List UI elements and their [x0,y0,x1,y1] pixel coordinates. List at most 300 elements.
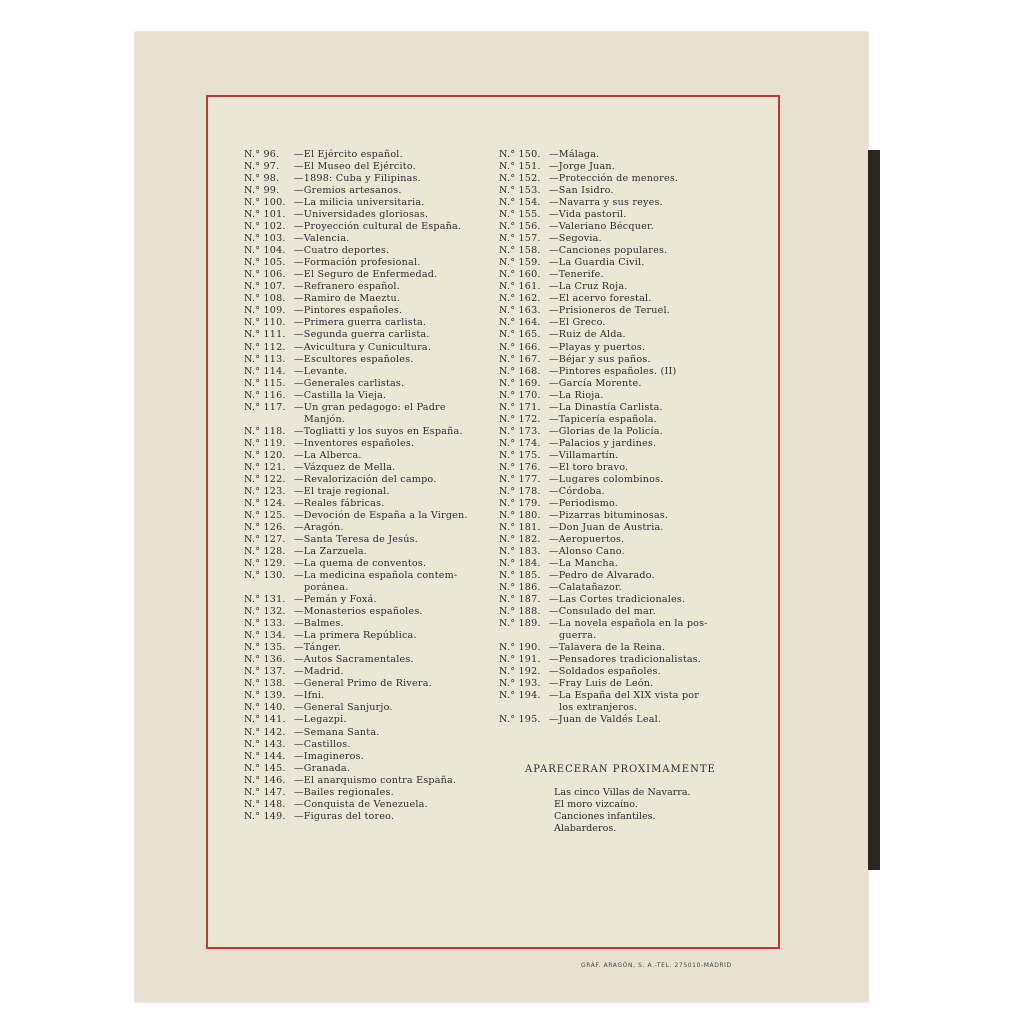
catalog-entry [244,714,506,726]
entry-title: —Tánger. [294,642,342,654]
entry-title-continuation: los extranjeros. [559,702,638,714]
catalog-entry [499,474,761,486]
catalog-entry [499,305,761,317]
entry-title: —San Isidro. [549,185,614,197]
entry-number: N.° 135. [244,642,286,654]
catalog-entry [499,390,761,402]
entry-title: —Periodismo. [549,497,619,509]
entry-number: N.° 112. [244,341,286,353]
catalog-entry [499,402,761,414]
entry-number: N.° 153. [499,185,541,197]
entry-number: N.° 188. [499,606,541,618]
entry-number: N.° 115. [244,377,286,389]
catalog-entry [499,666,761,678]
catalog-entry [499,438,761,450]
entry-number: N.° 174. [499,437,541,449]
catalog-entry [499,414,761,426]
entry-title: —Lugares colombinos. [549,473,664,485]
catalog-entry [499,281,761,293]
catalog-entry [244,799,506,811]
catalog-entry [499,462,761,474]
entry-title-continuation: Manjón. [304,413,346,425]
entry-title: —Togliatti y los suyos en España. [294,425,463,437]
entry-number: N.° 137. [244,666,286,678]
catalog-entry [244,618,506,630]
entry-title: —Primera guerra carlista. [294,317,427,329]
catalog-entry [499,378,761,390]
entry-title: —El Museo del Ejército. [294,161,416,173]
entry-title: —Escultores españoles. [294,353,414,365]
catalog-entry [244,305,506,317]
entry-number: N.° 184. [499,558,541,570]
entry-number: N.° 136. [244,654,286,666]
entry-title: —Figuras del toreo. [294,810,395,822]
catalog-entry [499,534,761,546]
catalog-entry [499,486,761,498]
entry-title: —La Mancha. [549,558,618,570]
entry-title: —Autos Sacramentales. [294,654,414,666]
entry-number: N.° 117. [244,401,286,413]
entry-title: —Canciones populares. [549,245,668,257]
entry-number: N.° 113. [244,353,286,365]
catalog-entry [499,510,761,522]
entry-number: N.° 119. [244,437,286,449]
right-title-list [499,149,761,727]
catalog-entry [244,221,506,233]
entry-title: —Pintores españoles. (II) [549,365,677,377]
catalog-entry [244,450,506,462]
catalog-page [135,32,868,1002]
catalog-entry [244,811,506,823]
entry-title: —Talavera de la Reina. [549,642,666,654]
entry-title: —Legazpi. [294,714,347,726]
upcoming-item: El moro vizcaíno. [554,799,638,810]
catalog-entry [244,642,506,654]
entry-number: N.° 131. [244,594,286,606]
entry-title: —El toro bravo. [549,461,629,473]
entry-number: N.° 157. [499,233,541,245]
entry-number: N.° 109. [244,305,286,317]
entry-title: —El Ejército español. [294,149,403,160]
entry-title: —Devoción de España a la Virgen. [294,509,468,521]
catalog-entry [244,522,506,534]
catalog-entry [244,510,506,522]
catalog-entry [244,317,506,329]
entry-number: N.° 143. [244,738,286,750]
upcoming-item: Las cinco Villas de Navarra. [554,787,691,798]
catalog-entry [499,618,761,630]
catalog-entry [244,570,506,582]
catalog-entry [244,474,506,486]
entry-title: —Castillos. [294,738,351,750]
entry-number: N.° 141. [244,714,286,726]
entry-number: N.° 152. [499,173,541,185]
catalog-entry [244,185,506,197]
entry-title: —Playas y puertos. [549,341,646,353]
entry-number: N.° 108. [244,293,286,305]
entry-title: —Monasterios españoles. [294,606,423,618]
entry-title: —La quema de conventos. [294,558,427,570]
catalog-entry [499,450,761,462]
entry-title: —El anarquismo contra España. [294,774,457,786]
entry-title: —Glorias de la Policía. [549,425,663,437]
entry-number: N.° 185. [499,570,541,582]
entry-title: —Balmes. [294,618,344,630]
entry-number: N.° 147. [244,786,286,798]
entry-title: —Imagineros. [294,750,365,762]
entry-title: —1898: Cuba y Filipinas. [294,173,421,185]
catalog-entry [244,329,506,341]
catalog-entry [244,534,506,546]
entry-number: N.° 166. [499,341,541,353]
entry-title: —Juan de Valdés Leal. [549,714,662,726]
entry-number: N.° 149. [244,810,286,822]
entry-title: —Prisioneros de Teruel. [549,305,671,317]
catalog-entry [499,678,761,690]
entry-title: —Inventores españoles. [294,437,415,449]
entry-number: N.° 98. [244,173,280,185]
catalog-entry [499,245,761,257]
catalog-entry [244,161,506,173]
entry-number: N.° 145. [244,762,286,774]
catalog-entry [499,690,761,702]
entry-number: N.° 139. [244,690,286,702]
binding-edge [868,150,880,870]
entry-title: —La Guardia Civil. [549,257,645,269]
entry-number: N.° 189. [499,618,541,630]
entry-title: —Levante. [294,365,348,377]
entry-title: —Universidades gloriosas. [294,209,429,221]
entry-title-continuation: guerra. [559,630,597,642]
catalog-entry [499,498,761,510]
catalog-entry [499,257,761,269]
printer-imprint: GRÁF. ARAGÓN, S. A.-TEL. 275010-MADRID [581,962,732,969]
entry-number: N.° 150. [499,149,541,160]
catalog-entry [244,342,506,354]
entry-number: N.° 122. [244,473,286,485]
entry-title: —Pensadores tradicionalistas. [549,654,702,666]
entry-title: —Pintores españoles. [294,305,403,317]
catalog-entry [244,173,506,185]
entry-number: N.° 190. [499,642,541,654]
entry-title: —Córdoba. [549,485,605,497]
entry-title: —Gremios artesanos. [294,185,402,197]
catalog-entry [499,221,761,233]
entry-number: N.° 144. [244,750,286,762]
entry-number: N.° 177. [499,473,541,485]
entry-number: N.° 105. [244,257,286,269]
entry-title: —Málaga. [549,149,600,160]
entry-number: N.° 111. [244,329,286,341]
entry-title-continuation: poránea. [304,582,349,594]
entry-title: —Aragón. [294,521,344,533]
catalog-entry [244,245,506,257]
catalog-entry [244,257,506,269]
catalog-entry [244,438,506,450]
left-title-list [244,149,506,823]
entry-number: N.° 130. [244,570,286,582]
catalog-entry [499,342,761,354]
entry-title: —Madrid. [294,666,344,678]
entry-title: —Ramiro de Maeztu. [294,293,401,305]
entry-number: N.° 186. [499,582,541,594]
catalog-entry [499,173,761,185]
entry-number: N.° 180. [499,509,541,521]
catalog-entry [244,462,506,474]
entry-number: N.° 175. [499,449,541,461]
entry-title: —Bailes regionales. [294,786,394,798]
catalog-entry [244,558,506,570]
catalog-entry [244,366,506,378]
upcoming-item: Canciones infantiles. [554,811,656,822]
catalog-entry [244,390,506,402]
entry-number: N.° 114. [244,365,286,377]
entry-title: —La medicina española contem- [294,570,458,582]
entry-title: —Formación profesional. [294,257,421,269]
catalog-entry [244,281,506,293]
red-border-frame [206,95,780,949]
entry-number: N.° 104. [244,245,286,257]
catalog-entry [499,197,761,209]
entry-number: N.° 154. [499,197,541,209]
entry-number: N.° 99. [244,185,280,197]
entry-number: N.° 125. [244,509,286,521]
entry-number: N.° 129. [244,558,286,570]
catalog-entry [244,354,506,366]
entry-number: N.° 191. [499,654,541,666]
catalog-entry [244,209,506,221]
entry-title: —La Cruz Roja. [549,281,628,293]
entry-number: N.° 118. [244,425,286,437]
entry-number: N.° 172. [499,413,541,425]
entry-number: N.° 134. [244,630,286,642]
catalog-entry [244,751,506,763]
entry-number: N.° 169. [499,377,541,389]
entry-title: —El Seguro de Enfermedad. [294,269,438,281]
entry-number: N.° 162. [499,293,541,305]
entry-title: —Vázquez de Mella. [294,461,396,473]
catalog-entry [244,149,506,161]
entry-number: N.° 193. [499,678,541,690]
entry-number: N.° 120. [244,449,286,461]
catalog-entry [244,546,506,558]
entry-number: N.° 194. [499,690,541,702]
entry-number: N.° 176. [499,461,541,473]
entry-number: N.° 171. [499,401,541,413]
entry-number: N.° 156. [499,221,541,233]
entry-title: —Reales fábricas. [294,497,385,509]
entry-number: N.° 173. [499,425,541,437]
entry-number: N.° 179. [499,497,541,509]
catalog-entry [244,498,506,510]
entry-number: N.° 103. [244,233,286,245]
entry-title: —El Greco. [549,317,606,329]
upcoming-item: Alabarderos. [554,823,617,834]
entry-title: —La Zarzuela. [294,546,368,558]
entry-title: —La novela española en la pos- [549,618,708,630]
entry-number: N.° 123. [244,485,286,497]
entry-title: —Granada. [294,762,351,774]
entry-number: N.° 192. [499,666,541,678]
entry-title: —Jorge Juan. [549,161,616,173]
entry-number: N.° 140. [244,702,286,714]
catalog-entry [244,678,506,690]
entry-title: —La Alberca. [294,449,362,461]
entry-number: N.° 178. [499,485,541,497]
catalog-entry [499,161,761,173]
catalog-entry [244,293,506,305]
entry-title: —Ifni. [294,690,325,702]
catalog-entry [499,714,761,726]
entry-title: —Valencia. [294,233,350,245]
catalog-entry [499,185,761,197]
catalog-entry [499,329,761,341]
entry-title: —Semana Santa. [294,726,380,738]
catalog-entry [499,594,761,606]
entry-number: N.° 132. [244,606,286,618]
catalog-entry [499,209,761,221]
catalog-entry [244,426,506,438]
entry-title: —Valeriano Bécquer. [549,221,654,233]
entry-number: N.° 195. [499,714,541,726]
entry-title: —Protección de menores. [549,173,679,185]
catalog-entry [499,149,761,161]
entry-number: N.° 158. [499,245,541,257]
entry-title: —Vida pastoril. [549,209,627,221]
entry-title: —Palacios y jardines. [549,437,657,449]
entry-title: —Pemán y Foxá. [294,594,377,606]
entry-number: N.° 138. [244,678,286,690]
entry-title: —Tapicería española. [549,413,657,425]
catalog-entry [499,642,761,654]
catalog-entry [244,739,506,751]
entry-number: N.° 170. [499,389,541,401]
entry-number: N.° 187. [499,594,541,606]
catalog-entry [499,426,761,438]
catalog-entry [244,763,506,775]
entry-title: —Las Cortes tradicionales. [549,594,686,606]
entry-number: N.° 110. [244,317,286,329]
entry-title: —Revalorización del campo. [294,473,437,485]
upcoming-list [554,787,691,835]
entry-title: —La España del XIX vista por [549,690,700,702]
catalog-entry [499,570,761,582]
catalog-entry [499,522,761,534]
catalog-entry [499,269,761,281]
entry-title: —Béjar y sus paños. [549,353,651,365]
entry-number: N.° 106. [244,269,286,281]
catalog-entry [244,775,506,787]
entry-number: N.° 102. [244,221,286,233]
entry-title: —Pizarras bituminosas. [549,509,669,521]
entry-number: N.° 151. [499,161,541,173]
entry-title: —Avicultura y Cunicultura. [294,341,432,353]
catalog-entry [244,486,506,498]
entry-title: —Calatañazor. [549,582,622,594]
entry-title: —La milicia universitaria. [294,197,425,209]
entry-number: N.° 181. [499,521,541,533]
catalog-entry [244,378,506,390]
entry-title: —La primera República. [294,630,417,642]
entry-title: —Refranero español. [294,281,400,293]
entry-title: —Fray Luis de León. [549,678,654,690]
entry-number: N.° 107. [244,281,286,293]
entry-number: N.° 155. [499,209,541,221]
entry-title: —General Primo de Rivera. [294,678,432,690]
entry-number: N.° 168. [499,365,541,377]
entry-title: —Generales carlistas. [294,377,405,389]
entry-title: —Pedro de Alvarado. [549,570,655,582]
entry-title: —La Dinastía Carlista. [549,401,663,413]
catalog-entry [499,233,761,245]
catalog-entry [499,293,761,305]
entry-title: —El acervo forestal. [549,293,652,305]
entry-title: —Consulado del mar. [549,606,656,618]
entry-number: N.° 101. [244,209,286,221]
entry-title: —Segunda guerra carlista. [294,329,430,341]
entry-number: N.° 164. [499,317,541,329]
entry-number: N.° 100. [244,197,286,209]
catalog-entry [244,197,506,209]
entry-number: N.° 183. [499,546,541,558]
entry-title: —Cuatro deportes. [294,245,390,257]
catalog-entry [244,702,506,714]
entry-number: N.° 133. [244,618,286,630]
entry-number: N.° 121. [244,461,286,473]
entry-title: —Castilla la Vieja. [294,389,387,401]
catalog-entry [244,233,506,245]
catalog-entry [499,654,761,666]
entry-number: N.° 116. [244,389,286,401]
catalog-entry [244,630,506,642]
entry-title: —Ruiz de Alda. [549,329,626,341]
catalog-entry [244,690,506,702]
catalog-entry [244,666,506,678]
upcoming-heading: APARECERAN PROXIMAMENTE [525,764,716,775]
entry-number: N.° 159. [499,257,541,269]
entry-title: —García Morente. [549,377,642,389]
entry-title: —Proyección cultural de España. [294,221,462,233]
entry-title: —El traje regional. [294,485,390,497]
catalog-entry [244,654,506,666]
entry-title: —Tenerife. [549,269,604,281]
entry-title: —General Sanjurjo. [294,702,393,714]
catalog-entry [244,269,506,281]
entry-title: —La Rioja. [549,389,604,401]
entry-title: —Alonso Cano. [549,546,625,558]
entry-title: —Villamartín. [549,449,619,461]
entry-number: N.° 163. [499,305,541,317]
entry-number: N.° 160. [499,269,541,281]
entry-number: N.° 127. [244,534,286,545]
entry-title: —Conquista de Venezuela. [294,798,428,810]
entry-title: —Un gran pedagogo: el Padre [294,401,446,413]
catalog-entry [244,787,506,799]
entry-number: N.° 124. [244,497,286,509]
entry-title: —Aeropuertos. [549,534,625,545]
entry-number: N.° 165. [499,329,541,341]
catalog-entry [244,594,506,606]
catalog-entry [499,354,761,366]
entry-title: —Navarra y sus reyes. [549,197,663,209]
catalog-entry [244,727,506,739]
entry-number: N.° 128. [244,546,286,558]
entry-number: N.° 126. [244,521,286,533]
entry-title: —Santa Teresa de Jesús. [294,534,419,545]
entry-number: N.° 142. [244,726,286,738]
catalog-entry [244,606,506,618]
catalog-entry [244,402,506,414]
